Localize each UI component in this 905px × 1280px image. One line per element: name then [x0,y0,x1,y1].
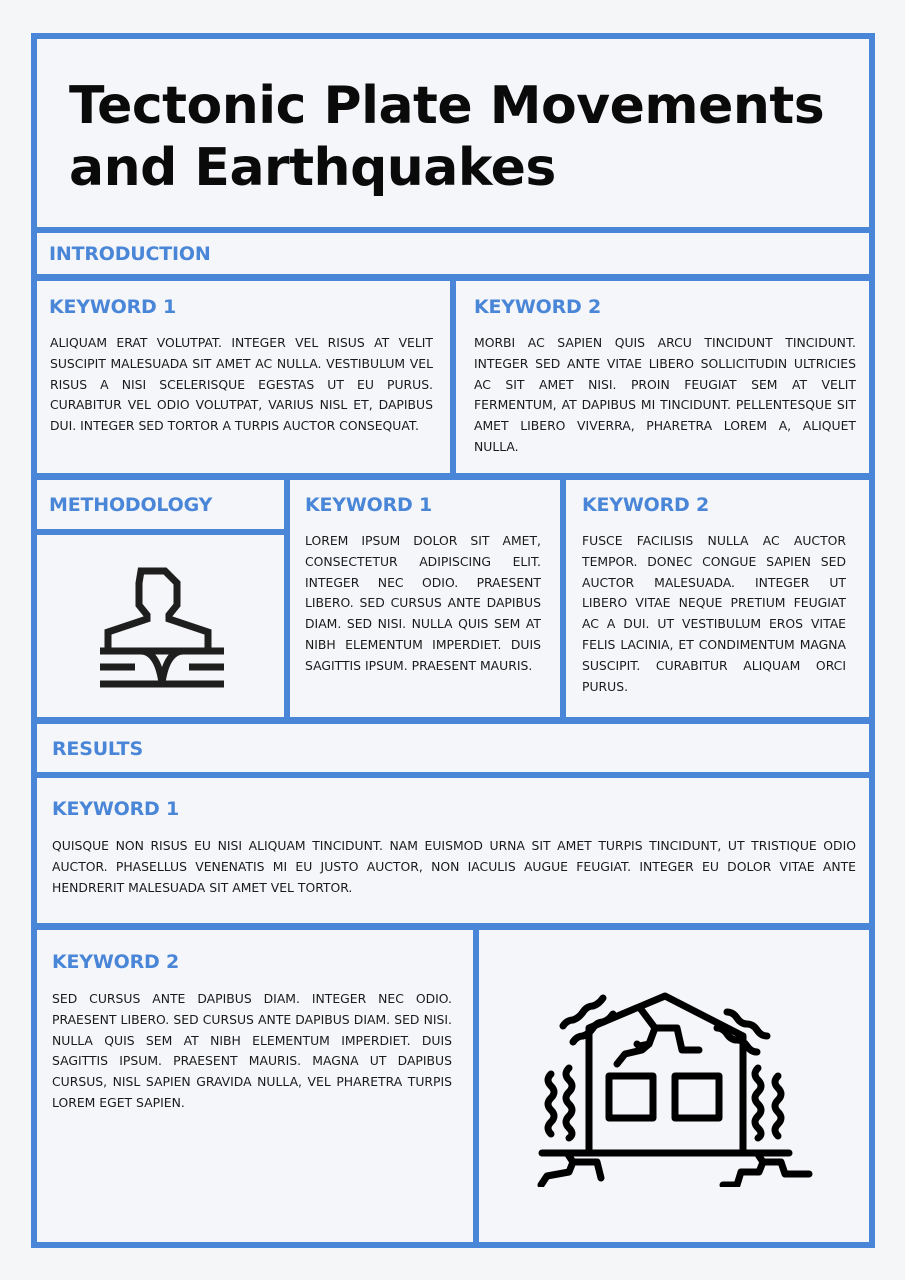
methodology-header [37,480,284,529]
earthquake-house-icon [537,972,822,1187]
results-keyword2-panel [37,930,473,1242]
introduction-heading: INTRODUCTION [49,243,211,265]
title-panel [37,39,869,227]
results-keyword2-text: SED CURSUS ANTE DAPIBUS DIAM. INTEGER NEC ODIO. PRAESENT LIBERO. SED CURSUS ANTE DAPIBUS DIAM. SED NISI. NULLA QUIS SEM AT NIBH ELEMENTUM IMPERDIET. DUIS SAGITTIS IPSUM. PRAESENT MAURIS. MAGNA UT DAPIBUS CURSUS, NISL SAPIEN GRAVIDA NULLA, VEL PHARETRA TURPIS LOREM EGET SAPIEN. [52,991,452,1110]
method-keyword1-text: LOREM IPSUM DOLOR SIT AMET, CONSECTETUR ADIPISCING ELIT. INTEGER NEC ODIO. PRAESENT LIBERO. SED CURSUS ANTE DAPIBUS DIAM. SED NISI. NULLA QUIS SEM AT NIBH ELEMENTUM IMPERDIET. DUIS SAGITTIS IPSUM. PRAESENT MAURIS. [305,533,541,673]
results-keyword1-heading: KEYWORD 1 [52,798,180,820]
intro-keyword1-panel [37,281,450,473]
page-title [69,75,824,199]
method-keyword2-panel [566,480,869,717]
results-keyword1-panel [37,778,869,923]
method-keyword2-heading: KEYWORD 2 [582,494,710,516]
methodology-heading: METHODOLOGY [49,494,213,516]
results-heading: RESULTS [52,738,143,760]
intro-keyword2-heading: KEYWORD 2 [474,296,602,318]
results-header [37,724,869,772]
method-keyword2-text: FUSCE FACILISIS NULLA AC AUCTOR TEMPOR. DONEC CONGUE SAPIEN SED AUCTOR MALESUADA. INTEGER UT LIBERO VITAE NEQUE PRETIUM FEUGIAT AC A DUI. UT VESTIBULUM EROS VITAE FELIS LACINIA, ET CONDIMENTUM MAGNA SUSCIPIT. CURABITUR ALIQUAM ORCI PURUS. [582,533,846,694]
method-keyword1-panel [290,480,560,717]
methodology-icon-panel [37,535,284,717]
intro-keyword2-panel [456,281,869,473]
person-reading-book-icon [99,565,225,691]
page-title-line-1: Tectonic Plate Movements [69,76,825,136]
method-keyword1-heading: KEYWORD 1 [305,494,433,516]
introduction-header [37,233,869,274]
intro-keyword1-text: ALIQUAM ERAT VOLUTPAT. INTEGER VEL RISUS AT VELIT SUSCIPIT MALESUADA SIT AMET AC NULLA. VESTIBULUM VEL RISUS A NISI SCELERISQUE EGESTAS UT EU PURUS. CURABITUR VEL ODIO VOLUTPAT, VARIUS NISL ET, DAPIBUS DUI. INTEGER SED TORTOR A TURPIS AUCTOR CONSEQUAT. [50,335,433,434]
results-keyword2-heading: KEYWORD 2 [52,951,180,973]
intro-keyword2-text: MORBI AC SAPIEN QUIS ARCU TINCIDUNT TINCIDUNT. INTEGER SED ANTE VITAE LIBERO SOLLICITUDIN ULTRICIES AC SIT AMET NISI. PROIN FEUGIAT SEM AT VELIT FERMENTUM, AT DAPIBUS MI TINCIDUNT. PELLENTESQUE SIT AMET LIBERO VIVERRA, PHARETRA LOREM A, ALIQUET NULLA. [474,335,856,454]
results-keyword1-text: QUISQUE NON RISUS EU NISI ALIQUAM TINCIDUNT. NAM EUISMOD URNA SIT AMET TURPIS TINCIDUNT, UT TRISTIQUE ODIO AUCTOR. PHASELLUS VENENATIS MI EU JUSTO AUCTOR, NON IACULIS AUGUE FEUGIAT. INTEGER EU DOLOR VITAE ANTE HENDRERIT MALESUADA SIT AMET VEL TORTOR. [52,838,856,895]
page-title-line-2: and Earthquakes [69,138,556,198]
intro-keyword1-heading: KEYWORD 1 [49,296,177,318]
results-icon-panel [479,930,869,1242]
